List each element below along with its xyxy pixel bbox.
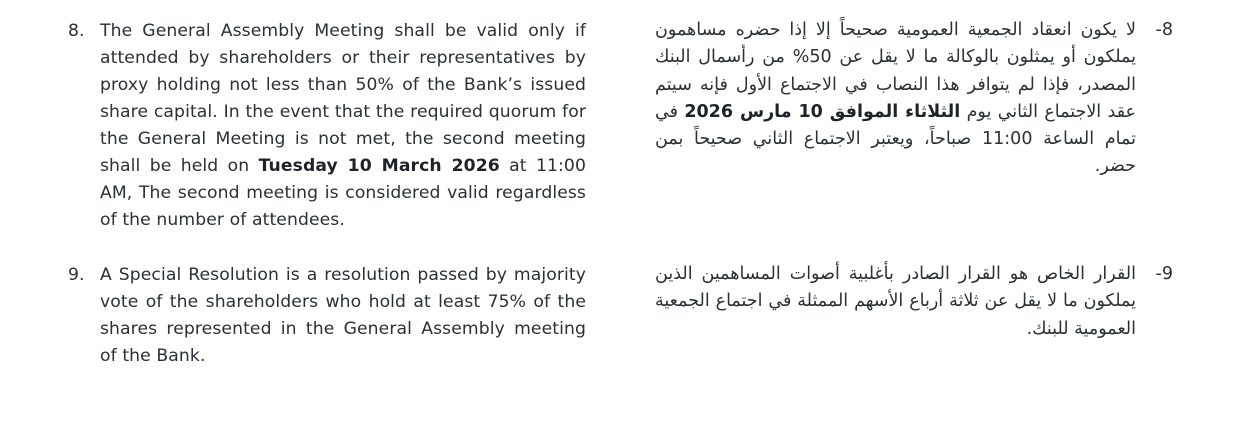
clause-text-part: The General Assembly Meeting shall be valid only if attended by shareholders or their representatives by proxy holding not less than 50% of the Bank’s issued share capital. In the event that the required quorum for the General Meeting is not met, the second meeting shall be held on <box>100 21 586 176</box>
arabic-clause-9 <box>655 261 1173 343</box>
clause-text: القرار الخاص هو القرار الصادر بأغلبية أصوات المساهمين الذين يملكون ما لا يقل عن ثلاثة أرباع الأسهم الممثلة في اجتماع الجمعية العمومية للبنك. <box>655 264 1136 339</box>
clause-text-part: لا يكون انعقاد الجمعية العمومية صحيحاً إلا إذا حضره مساهمون يملكون أو يمثلون بالوكالة ما لا يقل عن 50% من رأسمال البنك المصدر، فإذا لم يتوافر هذا النصاب في الاجتماع الأول فإنه سيتم عقد الاجتماع الثاني يوم <box>655 20 1137 122</box>
clause-number: 8. <box>68 21 85 41</box>
clause-text-part: at 11:00 AM, The second meeting is considered valid regardless of the number of attendees. <box>100 156 586 230</box>
clause-text-part: في تمام الساعة 11:00 صباحاً، ويعتبر الاجتماع الثاني صحيحاً بمن حضر. <box>655 101 1136 177</box>
clause-text: A Special Resolution is a resolution passed by majority vote of the shareholders who hold at least 75% of the shares represented in the General Assembly meeting of the Bank. <box>100 265 586 366</box>
meeting-date-bold: الثلاثاء الموافق 10 مارس 2026 <box>684 101 961 122</box>
clause-number: -9 <box>1155 264 1173 284</box>
meeting-date-bold: Tuesday 10 March 2026 <box>258 156 500 176</box>
clause-number: 9. <box>68 265 85 285</box>
clause-text <box>100 18 586 234</box>
clause-text <box>655 17 1136 181</box>
clause-number: -8 <box>1155 20 1173 40</box>
english-clause-8 <box>68 18 586 234</box>
arabic-clause-8 <box>655 17 1173 181</box>
english-clause-9 <box>68 262 586 370</box>
